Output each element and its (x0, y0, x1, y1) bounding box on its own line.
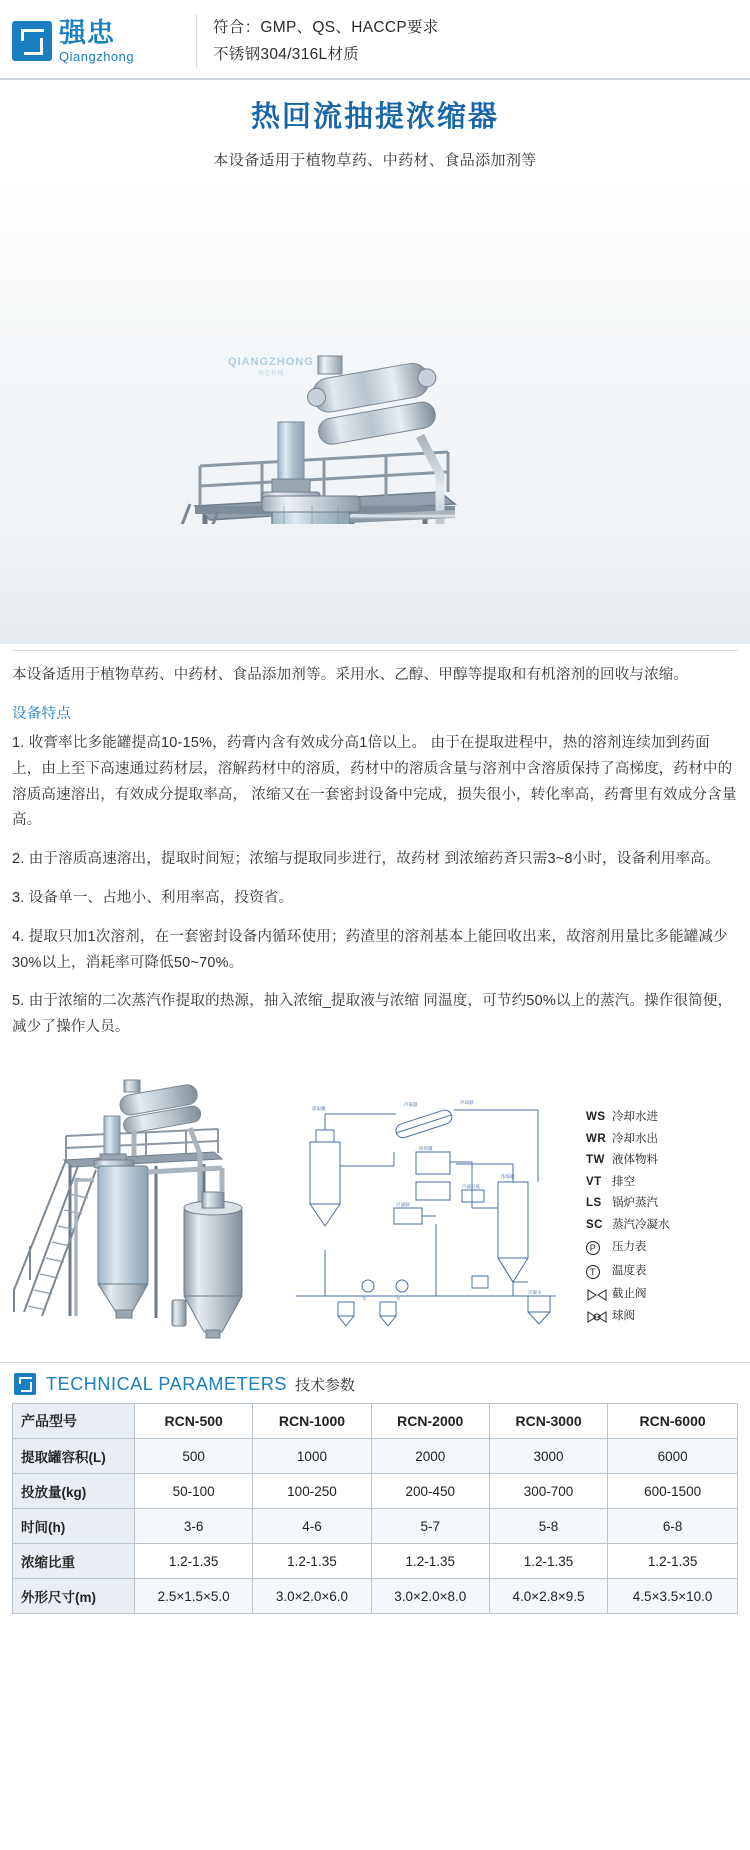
svg-text:浓缩罐: 浓缩罐 (501, 1174, 515, 1180)
table-cell: RCN-3000 (489, 1404, 607, 1439)
feature-paragraph-4: 4. 提取只加1次溶剂，在一套密封设备内循环使用；药渣里的溶剂基本上能回收出来，故溶剂用量比多能罐减少30%以上，消耗率可降低50~70%。 (12, 928, 728, 971)
legend-item (586, 1112, 742, 1124)
legend-item (586, 1265, 742, 1279)
legend-value: 球阀 (612, 1310, 635, 1323)
page-header (0, 0, 750, 80)
table-cell: 6-8 (608, 1509, 738, 1544)
row-header: 浓缩比重 (13, 1544, 135, 1579)
table-cell: 6000 (608, 1439, 738, 1474)
table-cell: 3.0×2.0×6.0 (253, 1579, 371, 1614)
table-cell: RCN-1000 (253, 1404, 371, 1439)
table-cell: RCN-6000 (608, 1404, 738, 1439)
tech-title-chinese: 技术参数 (295, 1376, 356, 1394)
legend-key: LS (586, 1197, 602, 1210)
logo-chinese-name: 强忠 (59, 17, 115, 49)
table-row (13, 1474, 738, 1509)
table-cell: 100-250 (253, 1474, 371, 1509)
table-cell: RCN-2000 (371, 1404, 489, 1439)
row-header: 产品型号 (13, 1404, 135, 1439)
table-row (13, 1544, 738, 1579)
svg-text:汽液分离: 汽液分离 (462, 1184, 480, 1190)
legend-item (586, 1198, 742, 1210)
table-cell: 1000 (253, 1439, 371, 1474)
brand-logo (12, 17, 190, 64)
table-cell: 1.2-1.35 (135, 1544, 253, 1579)
logo-english-name: Qiangzhong (59, 48, 135, 64)
gate-valve-icon (586, 1289, 612, 1301)
feature-paragraph-2: 2. 由于溶质高速溶出，提取时间短；浓缩与提取同步进行，故药材 到浓缩药斉只需3~8小时，设备利用率高。 (12, 851, 720, 868)
features-heading: 设备特点 (12, 706, 72, 723)
legend-value: 排空 (612, 1175, 635, 1188)
legend-key: VT (586, 1175, 602, 1188)
legend-value: 截止阀 (612, 1288, 647, 1301)
legend-item (586, 1241, 742, 1255)
diagram-section (0, 1058, 750, 1358)
tech-params-table (12, 1403, 738, 1614)
legend-key: SC (586, 1218, 603, 1231)
table-cell: 3-6 (135, 1509, 253, 1544)
legend-value: 压力表 (612, 1241, 647, 1254)
intro-paragraph: 本设备适用于植物草药、中药材、食品添加剂等。采用水、乙醇、甲醇等提取和有机溶剂的回收与浓缩。 (12, 667, 689, 684)
svg-text:冷凝器: 冷凝器 (404, 1102, 418, 1108)
description-section (0, 651, 750, 1058)
table-cell: RCN-500 (135, 1404, 253, 1439)
header-line-standards: 符合：GMP、QS、HACCP要求 (213, 19, 439, 36)
table-cell: 50-100 (135, 1474, 253, 1509)
logo-mark-icon (12, 21, 52, 61)
row-header: 时间(h) (13, 1509, 135, 1544)
legend-item (586, 1311, 742, 1323)
temperature-gauge-icon: T (586, 1265, 612, 1279)
ball-valve-icon (586, 1311, 612, 1323)
product-photo (0, 174, 750, 644)
table-cell: 2.5×1.5×5.0 (135, 1579, 253, 1614)
header-line-material: 不锈钢304/316L材质 (213, 46, 360, 64)
legend-value: 冷却水出 (612, 1132, 658, 1145)
row-header: 提取罐容积(L) (13, 1439, 135, 1474)
svg-text:接收罐: 接收罐 (419, 1146, 433, 1152)
table-cell: 3.0×2.0×8.0 (371, 1579, 489, 1614)
table-cell: 1.2-1.35 (371, 1544, 489, 1579)
legend-value: 温度表 (612, 1265, 647, 1278)
table-cell: 3000 (489, 1439, 607, 1474)
legend-value: 锅炉蒸汽 (612, 1197, 658, 1210)
small-product-photo (8, 1068, 276, 1348)
table-row (13, 1439, 738, 1474)
legend-value: 蒸汽冷凝水 (612, 1218, 670, 1231)
svg-text:提取罐: 提取罐 (312, 1106, 326, 1112)
table-row (13, 1404, 738, 1439)
feature-paragraph-3: 3. 设备单一、占地小、利用率高，投资省。 (12, 890, 294, 907)
legend-key: TW (586, 1154, 605, 1167)
photo-floor (0, 524, 750, 644)
legend-item (586, 1289, 742, 1301)
row-header: 投放量(kg) (13, 1474, 135, 1509)
table-cell: 500 (135, 1439, 253, 1474)
flow-diagram-illustration (276, 1090, 576, 1330)
svg-text:泵: 泵 (362, 1296, 367, 1302)
pressure-gauge-icon: P (586, 1241, 612, 1255)
svg-text:冷凝水: 冷凝水 (528, 1290, 542, 1296)
svg-text:泵: 泵 (396, 1296, 401, 1302)
table-cell: 5-8 (489, 1509, 607, 1544)
table-cell: 1.2-1.35 (489, 1544, 607, 1579)
small-product-illustration (8, 1068, 276, 1348)
legend-key: WR (586, 1132, 607, 1145)
legend-item (586, 1177, 742, 1189)
feature-paragraph-1: 1. 收膏率比多能罐提高10-15%，药膏内含有效成分高1倍以上。 由于在提取进程中，热的溶剂连续加到药面上，由上至下高速通过药材层，溶解药材中的溶质，药材中的溶质含量与溶剂中含溶质保持了高梯度，药材中的溶质高速溶出，有效成分提取率高， 浓缩又在一套密封设备中完成，损失很小，转化率高，药膏里有效成分含量高。 (12, 735, 737, 829)
table-cell: 4.5×3.5×10.0 (608, 1579, 738, 1614)
row-header: 外形尺寸(m) (13, 1579, 135, 1614)
table-cell: 200-450 (371, 1474, 489, 1509)
legend-key: WS (586, 1111, 606, 1124)
page-title: 热回流抽提浓缩器 (250, 99, 499, 134)
legend-item (586, 1220, 742, 1232)
header-certifications (196, 14, 439, 68)
svg-text:过滤器: 过滤器 (396, 1202, 410, 1208)
feature-paragraph-5: 5. 由于浓缩的二次蒸汽作提取的热源，抽入浓缩_提取液与浓缩 同温度，可节约50%以上的蒸汽。操作很简便，减少了操作人员。 (12, 993, 733, 1036)
tech-title-english: TECHNICAL PARAMETERS (46, 1373, 288, 1394)
table-cell: 300-700 (489, 1474, 607, 1509)
photo-watermark: QIANGZHONG 强忠机械 (228, 356, 314, 378)
diagram-legend (576, 1068, 742, 1333)
tech-params-header (0, 1362, 750, 1403)
title-block (0, 80, 750, 174)
legend-item (586, 1134, 742, 1146)
logo-text (59, 17, 135, 64)
table-cell: 4.0×2.8×9.5 (489, 1579, 607, 1614)
logo-mark-icon (14, 1373, 36, 1395)
table-cell: 4-6 (253, 1509, 371, 1544)
svg-text:冷却器: 冷却器 (460, 1100, 474, 1106)
table-cell: 600-1500 (608, 1474, 738, 1509)
table-row (13, 1509, 738, 1544)
legend-value: 液体物料 (612, 1154, 658, 1167)
legend-item (586, 1155, 742, 1167)
process-flow-diagram (276, 1068, 576, 1330)
table-cell: 2000 (371, 1439, 489, 1474)
table-cell: 1.2-1.35 (253, 1544, 371, 1579)
table-cell: 5-7 (371, 1509, 489, 1544)
legend-value: 冷却水进 (612, 1111, 658, 1124)
page-subtitle: 本设备适用于植物草药、中药材、食品添加剂等 (213, 152, 537, 170)
table-cell: 1.2-1.35 (608, 1544, 738, 1579)
table-row (13, 1579, 738, 1614)
